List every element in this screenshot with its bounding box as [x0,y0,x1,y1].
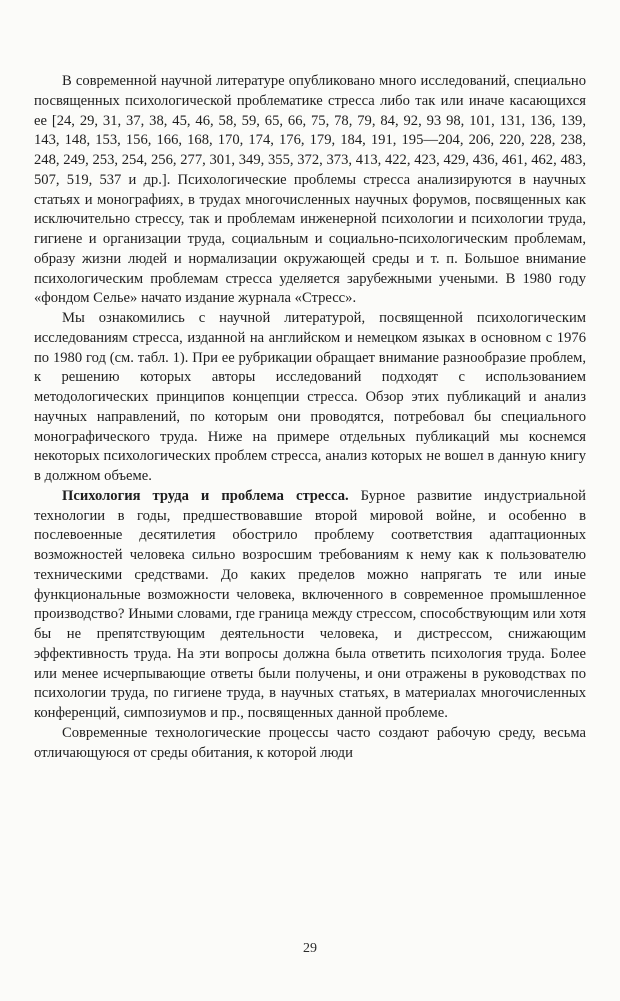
paragraph-text: Современные технологические процессы часто создают рабочую среду, весьма отличающуюся от среды обитания, к которой люди [34,724,586,761]
section-heading: Психология труда и проблема стресса. [62,487,349,504]
paragraph-text: В современной научной литературе опубликовано много исследований, специально посвященных психологической проблематике стресса либо так или иначе касающихся ее [24, 29, 31, 37, 38, 45, 46, 58, 59, 65, 66, 75, 78, 79, 84, 92, 93 98, 101, 131, 136, 139, 143, 148, 153, 156, 166, 168, 170, 174, 176, 179, 184, 191, 195—204, 206, 220, 228, 238, 248, 249, 253, 254, 256, 277, 301, 349, 355, 372, 373, 413, 422, 423, 429, 436, 461, 462, 483, 507, 519, 537 и др.]. Психологические проблемы стресса анализируются в научных статьях и монографиях, в трудах многочисленных научных форумов, посвященных как исключительно стрессу, так и проблемам инженерной психологии и психологии труда, гигиене и организации труда, социальным и социально-психологическим проблемам, образу жизни людей и нормализации окружающей среды и т. п. Большое внимание психологическим проблемам стресса уделяется зарубежными учеными. В 1980 году «фондом Селье» начато издание журнала «Стресс». [34,73,586,307]
paragraph [34,487,586,724]
paragraph-text: Мы ознакомились с научной литературой, посвященной психологическим исследованиям стресса, изданной на английском и немецком языках в основном с 1976 по 1980 год (см. табл. 1). При ее рубрикации обращает внимание разнообразие проблем, к решению которых авторы исследований подходят с использованием методологических принципов концепции стресса. Обзор этих публикаций и анализ научных направлений, по которым они проводятся, потребовал бы специального монографического труда. Ниже на примере отдельных публикаций мы коснемся некоторых психологических проблем стресса, анализ которых не вошел в данную книгу в должном объеме. [34,310,586,484]
paragraph [34,309,586,487]
page-number: 29 [303,941,317,956]
paragraph [34,724,586,764]
page-body [34,72,586,763]
paragraph [34,72,586,309]
paragraph-text: Бурное развитие индустриальной технологии в годы, предшествовавшие второй мировой войне, и особенно в послевоенные десятилетия обострило проблему соответствия адаптационных возможностей человека сильно возросшим требованиям к нему как к пользователю техническими средствами. До каких пределов можно напрягать те или иные функциональные возможности человека, включенного в современное промышленное производство? Иными словами, где граница между стрессом, способствующим или хотя бы не препятствующим деятельности человека, и дистрессом, снижающим эффективность труда. На эти вопросы должна была ответить психология труда. Более или менее исчерпывающие ответы были получены, и они отражены в руководствах по психологии труда, по гигиене труда, в научных статьях, в материалах многочисленных конференций, симпозиумов и пр., посвященных данной проблеме. [34,487,586,721]
